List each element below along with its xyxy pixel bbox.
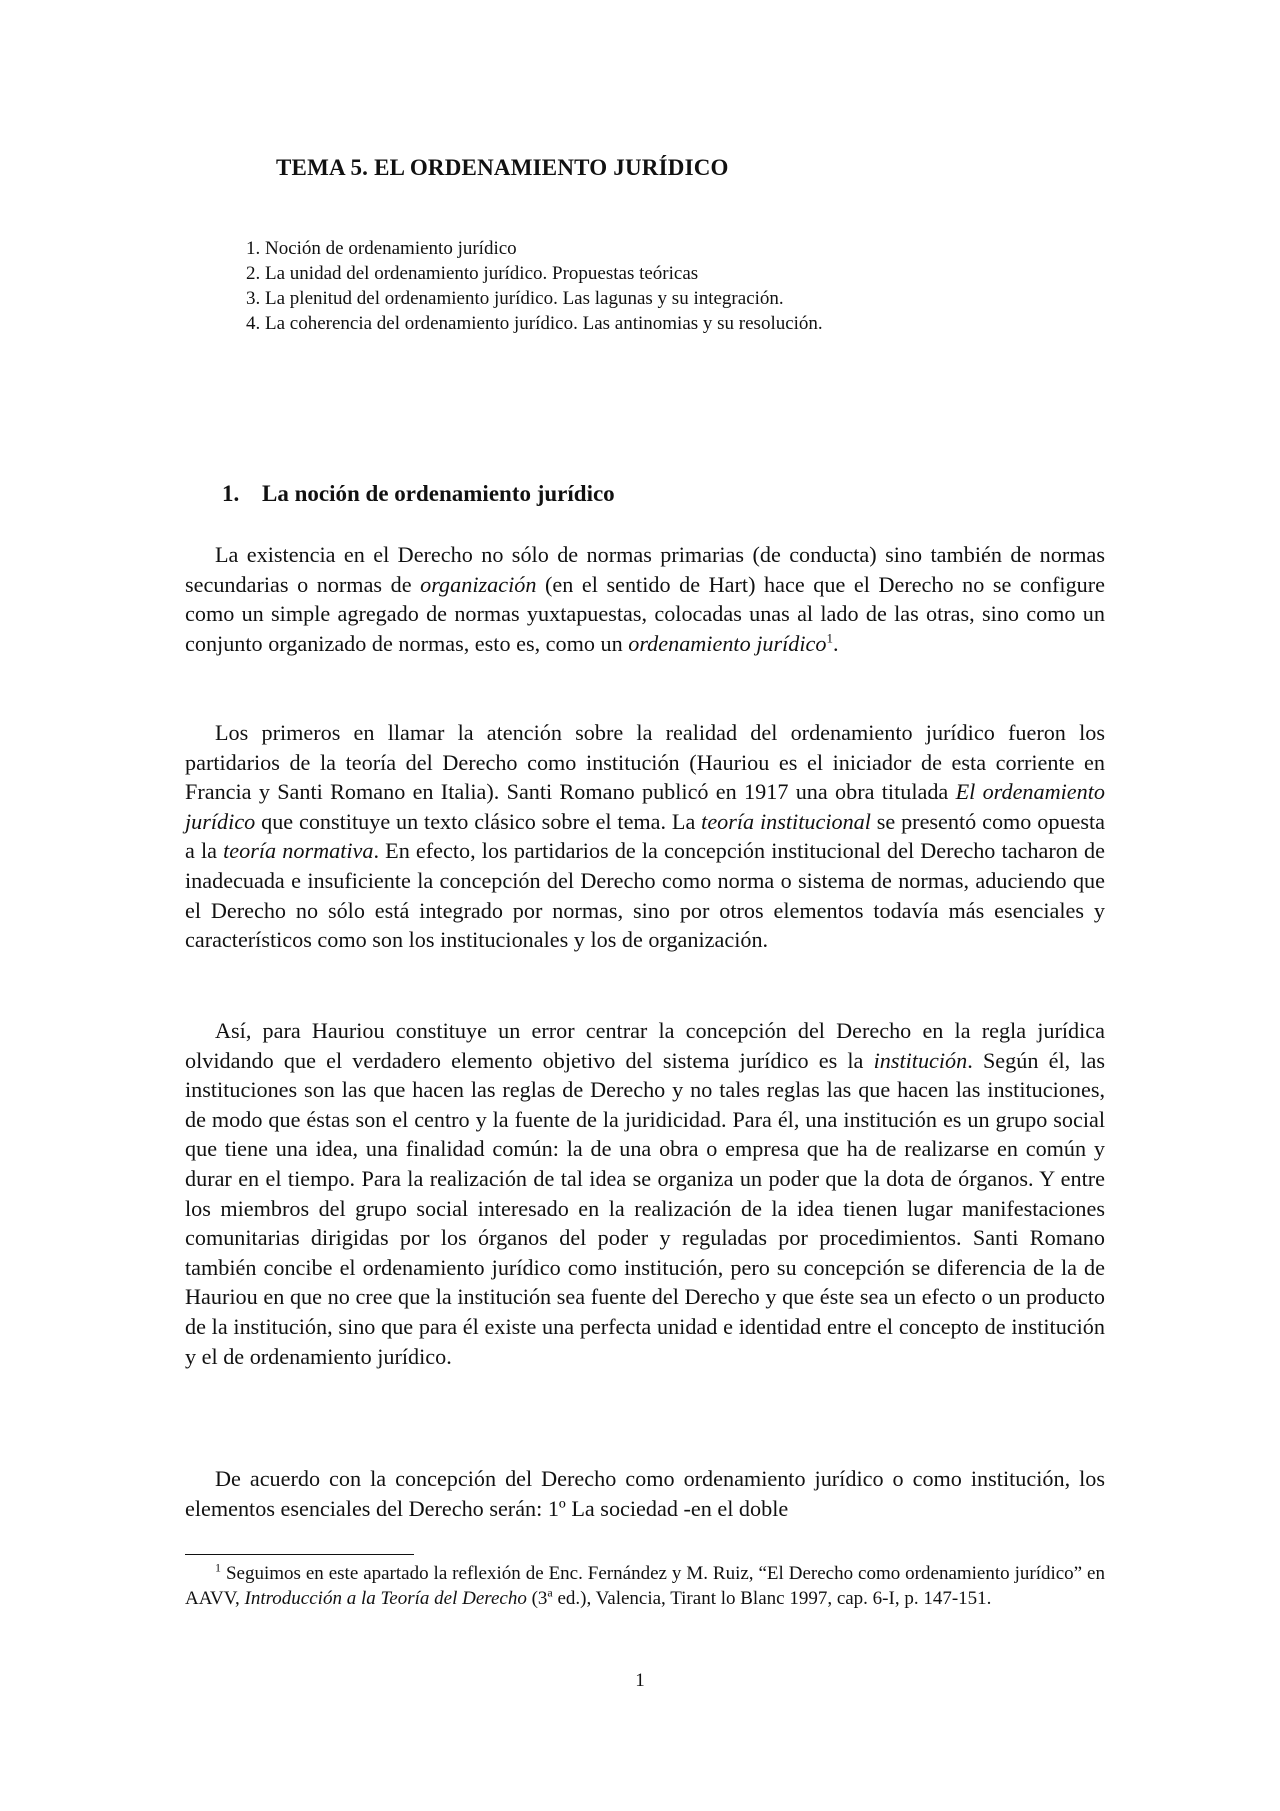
paragraph-1 — [185, 540, 1105, 658]
paragraph-3 — [185, 1016, 1105, 1371]
paragraph-4 — [185, 1464, 1105, 1523]
italic-term: El ordenamiento jurídico — [185, 779, 1106, 834]
paragraph-text: De acuerdo con la concepción del Derecho como ordenamiento jurídico o como institución, los elementos esenciales del Derecho serán: 1º La sociedad -en el doble — [185, 1466, 1105, 1521]
paragraph-text: . Según él, las instituciones son las que hacen las reglas de Derecho y no tales reglas las que hacen las instituciones, de modo que éstas son el centro y la fuente de la juridicidad. Para él, una institución es un grupo social que tiene una idea, una finalidad común: la de una obra o empresa que ha de realizarse en común y durar en el tiempo. Para la realización de tal idea se organiza un poder que la dota de órganos. Y entre los miembros del grupo social interesado en la realización de la idea tienen lugar manifestaciones comunitarias dirigidas por los órganos del poder y reguladas por procedimientos. Santi Romano también concibe el ordenamiento jurídico como institución, pero su concepción se diferencia de la de Hauriou en que no cree que la institución sea fuente del Derecho y que éste sea un efecto o un producto de la institución, sino que para él existe una perfecta unidad e identidad entre el concepto de institución y el de ordenamiento jurídico. — [185, 1047, 1105, 1369]
section-heading — [222, 481, 615, 507]
toc-item: 4. La coherencia del ordenamiento jurídico. Las antinomias y su resolución. — [246, 313, 823, 334]
footnote-marker: 1 — [215, 1560, 221, 1575]
paragraph-text: . En efecto, los partidarios de la concepción institucional del Derecho tacharon de inadecuada e insuficiente la concepción del Derecho como norma o sistema de normas, aduciendo que el Derecho no sólo está integrado por normas, sino por otros elementos todavía más esenciales y característicos como son los institucionales y los de organización. — [185, 838, 1105, 953]
paragraph-2 — [185, 718, 1105, 955]
paragraph-text: Los primeros en llamar la atención sobre la realidad del ordenamiento jurídico fueron los partidarios de la teoría del Derecho como institución (Hauriou es el iniciador de esta corriente en Francia y Santi Romano en Italia). Santi Romano publicó en 1917 una obra titulada — [185, 720, 1105, 805]
paragraph-text: (en el sentido de Hart) hace que el Derecho no se configure como un simple agregado de normas yuxtapuestas, colocadas unas al lado de las otras, sino como un conjunto organizado de normas, esto es, como un — [185, 571, 1105, 656]
italic-term: organización — [420, 571, 537, 597]
footnote-ordinal: a — [547, 1585, 553, 1600]
document-title: TEMA 5. EL ORDENAMIENTO JURÍDICO — [276, 155, 729, 180]
italic-term: teoría institucional — [701, 808, 871, 834]
section-title: La noción de ordenamiento jurídico — [262, 481, 615, 506]
footnote-text: ed.), Valencia, Tirant lo Blanc 1997, cap. 6-I, p. 147-151. — [552, 1588, 992, 1609]
paragraph-text: . — [832, 630, 839, 656]
italic-term: ordenamiento jurídico — [628, 630, 827, 656]
section-number: 1. — [222, 481, 240, 506]
paragraph-text: se presentó como opuesta a la — [185, 808, 1105, 864]
table-of-contents — [246, 236, 823, 336]
paragraph-text: Así, para Hauriou constituye un error centrar la concepción del Derecho en la regla jurídica olvidando que el verdadero elemento objetivo del sistema jurídico es la — [185, 1018, 1105, 1073]
footnote-reference[interactable]: 1 — [826, 630, 833, 646]
page-number: 1 — [635, 1670, 645, 1691]
italic-term: teoría normativa — [223, 838, 374, 864]
footnote-text: (3 — [526, 1588, 548, 1609]
footnote-text: Seguimos en este apartado la reflexión de Enc. Fernández y M. Ruiz, “El Derecho como ordenamiento jurídico” en AAVV, — [185, 1563, 1105, 1609]
footnote-book-title: Introducción a la Teoría del Derecho — [244, 1588, 527, 1609]
italic-term: institución — [873, 1047, 968, 1073]
toc-item: 2. La unidad del ordenamiento jurídico. Propuestas teóricas — [246, 263, 699, 284]
paragraph-text: La existencia en el Derecho no sólo de normas primarias (de conducta) sino también de normas secundarias o normas de — [185, 542, 1105, 597]
toc-item: 1. Noción de ordenamiento jurídico — [246, 238, 517, 259]
toc-item: 3. La plenitud del ordenamiento jurídico. Las lagunas y su integración. — [246, 288, 784, 309]
footnote — [185, 1561, 1105, 1611]
footnote-divider — [185, 1554, 414, 1555]
paragraph-text: que constituye un texto clásico sobre el tema. La — [255, 808, 702, 834]
